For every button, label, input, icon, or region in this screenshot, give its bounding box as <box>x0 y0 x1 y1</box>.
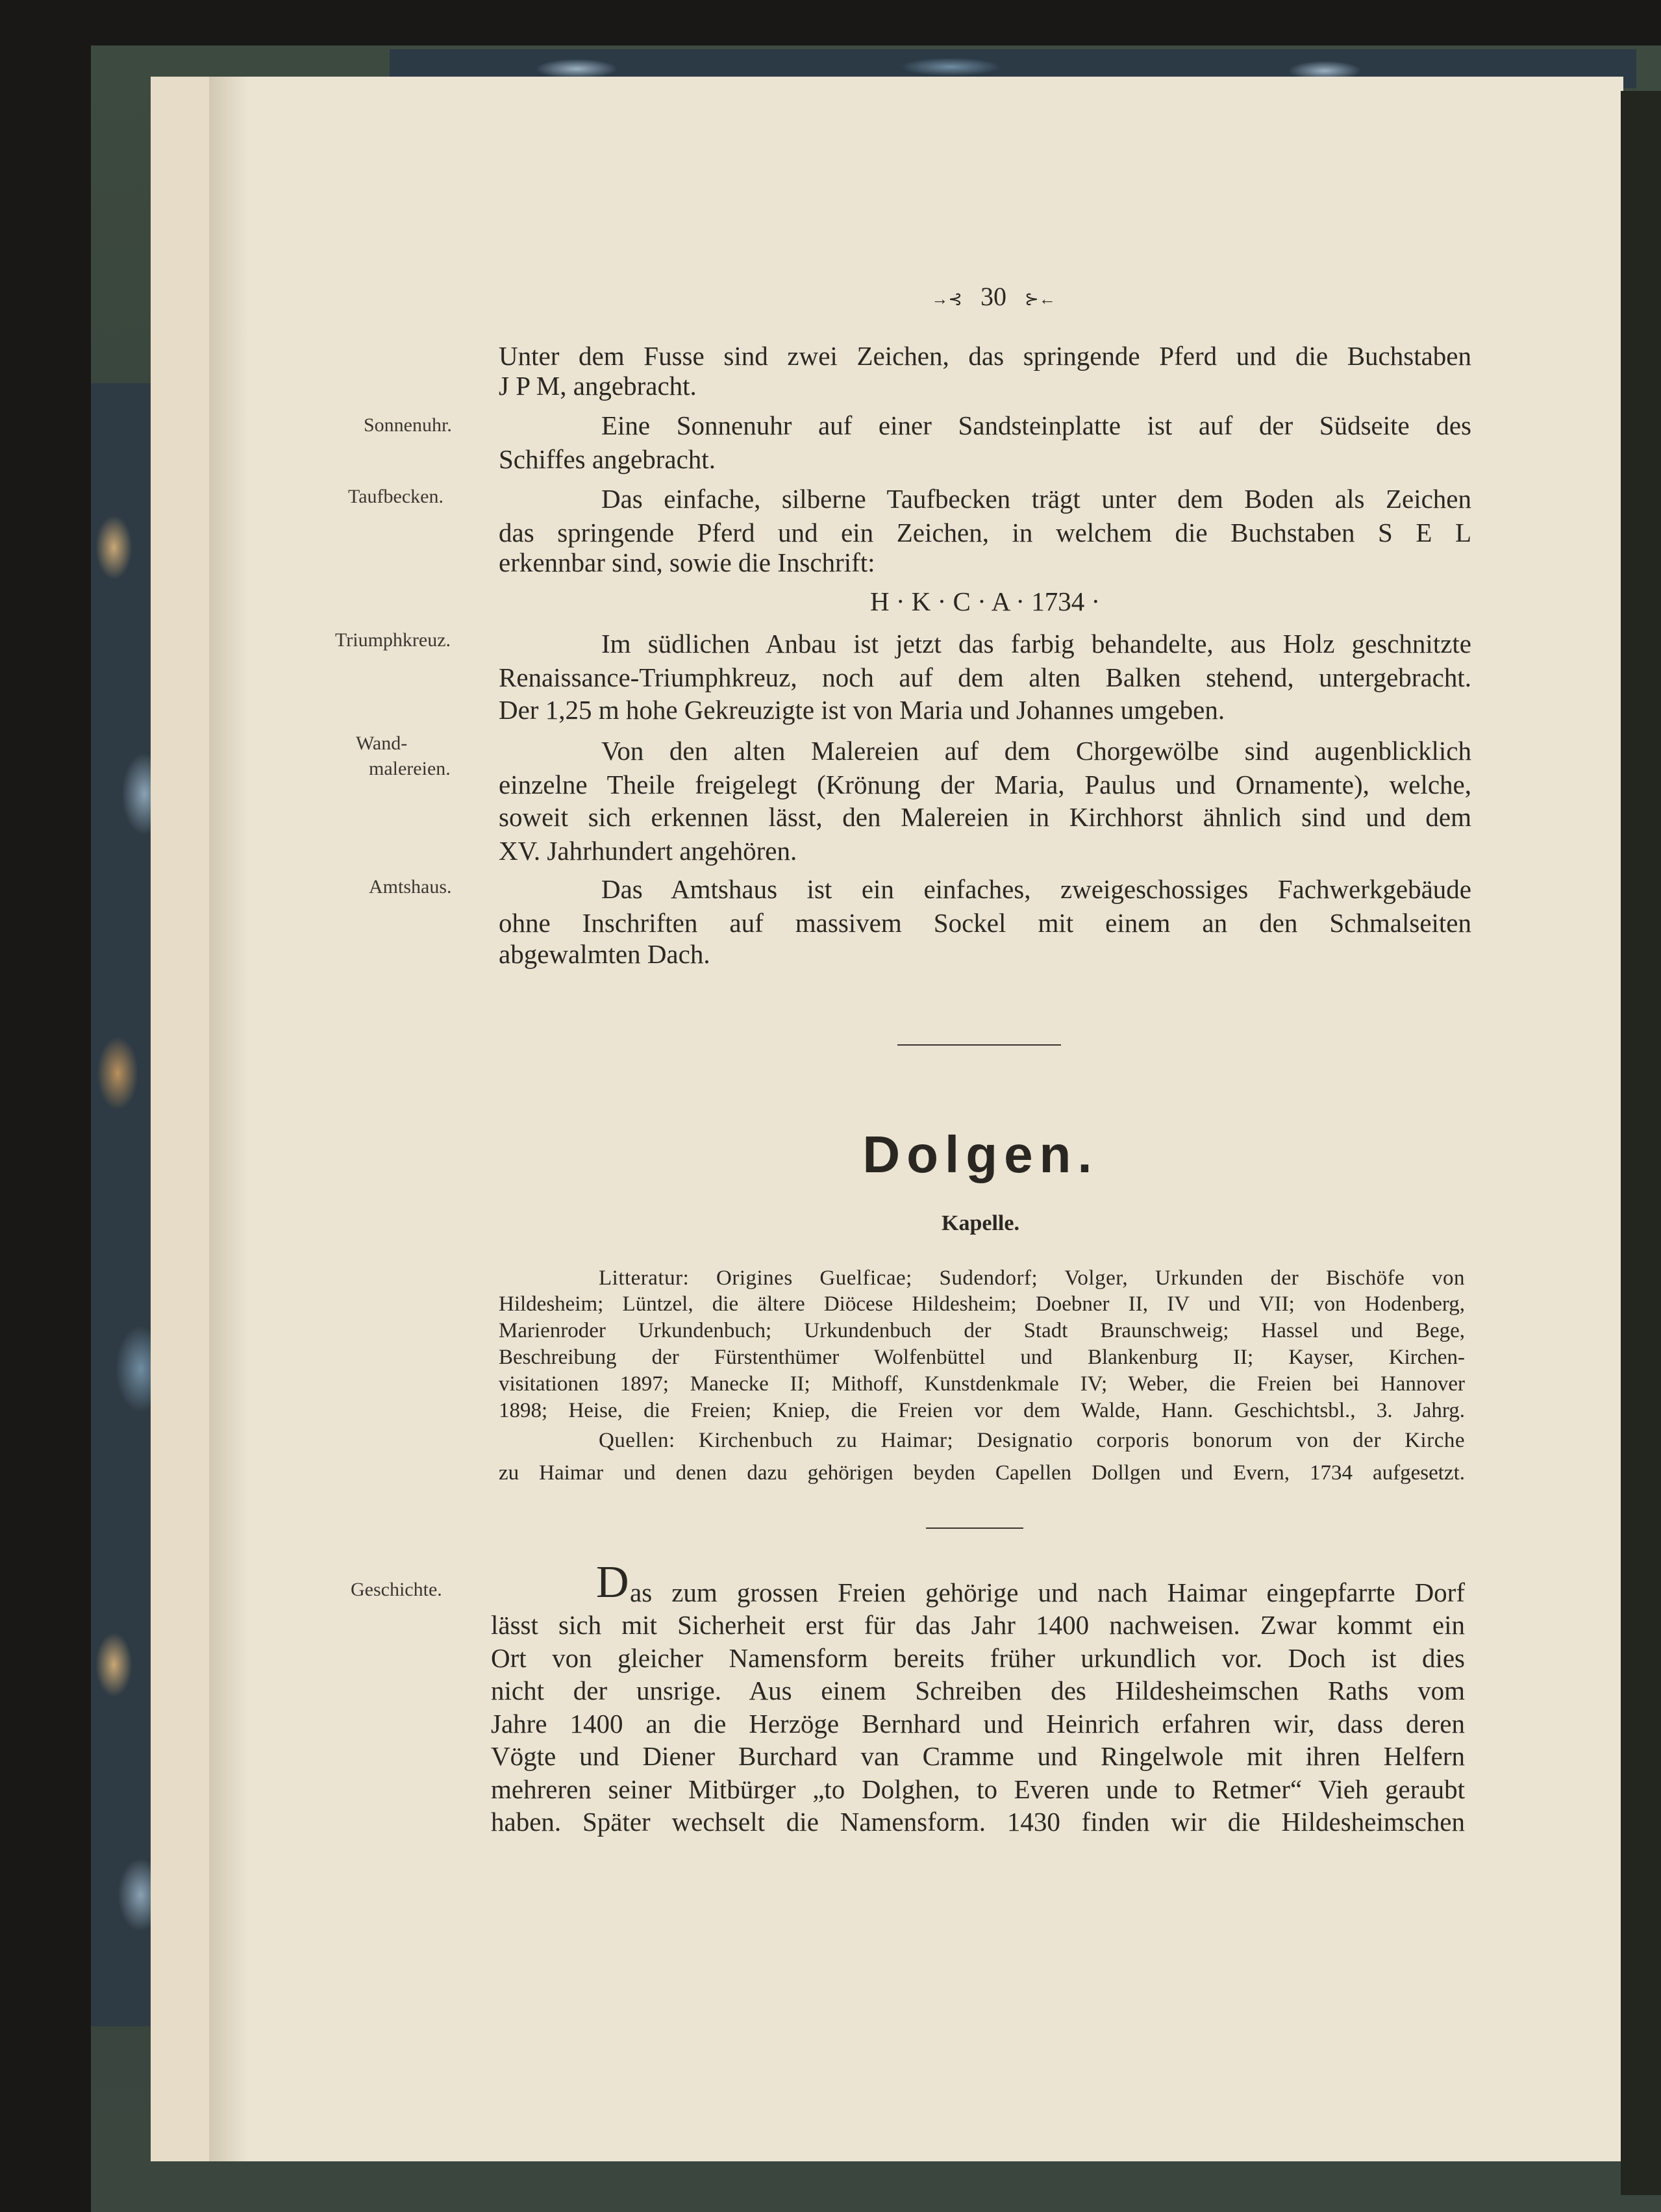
body-line: Von den alten Malereien auf dem Chorgewölbe sind augenblicklich <box>601 736 1471 766</box>
literature-line: Hildesheim; Lüntzel, die ältere Diöcese Hildesheim; Doebner II, IV und VII; von Hodenberg, <box>499 1292 1465 1316</box>
cover-edge <box>1621 91 1661 2195</box>
literature-line: Litteratur: Origines Guelficae; Sudendorf; Volger, Urkunden der Bischöfe von <box>599 1266 1465 1290</box>
body-line: soweit sich erkennen lässt, den Malereien in Kirchhorst ähnlich sind und dem <box>499 802 1471 832</box>
margin-note-sonnenuhr: Sonnenuhr. <box>364 414 452 436</box>
margin-note-triumphkreuz: Triumphkreuz. <box>335 629 451 651</box>
body-line: Jahre 1400 an die Herzöge Bernhard und Heinrich erfahren wir, dass deren <box>491 1709 1465 1739</box>
body-line: erkennbar sind, sowie die Inschrift: <box>499 547 875 577</box>
gutter-shadow <box>209 77 248 2161</box>
sources-line: zu Haimar und denen dazu gehörigen beyden Capellen Dollgen und Evern, 1734 aufgesetzt. <box>499 1461 1465 1485</box>
body-line: J P M, angebracht. <box>499 371 697 401</box>
body-line: Schiffes angebracht. <box>499 444 716 474</box>
literature-line: 1898; Heise, die Freien; Kniep, die Freien vor dem Walde, Hann. Geschichtsbl., 3. Jahrg. <box>499 1399 1465 1422</box>
margin-note-taufbecken: Taufbecken. <box>348 486 443 507</box>
body-line: Das Amtshaus ist ein einfaches, zweigeschossiges Fachwerkgebäude <box>601 874 1471 904</box>
section-divider <box>926 1527 1023 1529</box>
body-line: das springende Pferd und ein Zeichen, in welchem die Buchstaben S E L <box>499 518 1471 547</box>
margin-note-amtshaus: Amtshaus. <box>369 876 452 898</box>
drop-initial: D <box>596 1557 629 1607</box>
section-divider <box>897 1044 1061 1046</box>
body-line: Vögte und Diener Burchard van Cramme und Ringelwole mit ihren Helfern <box>491 1741 1465 1771</box>
body-line: haben. Später wechselt die Namensform. 1430 finden wir die Hildesheimschen <box>491 1807 1465 1837</box>
section-title: Dolgen. <box>862 1125 1099 1183</box>
page-number: 30 <box>980 282 1006 311</box>
sources-line: Quellen: Kirchenbuch zu Haimar; Designatio corporis bonorum von der Kirche <box>599 1429 1465 1452</box>
literature-line: Marienroder Urkundenbuch; Urkundenbuch der Stadt Braunschweig; Hassel und Bege, <box>499 1319 1465 1342</box>
book-page <box>209 77 1623 2161</box>
body-line: as zum grossen Freien gehörige und nach Haimar eingepfarrte Dorf <box>630 1577 1465 1607</box>
body-line: Unter dem Fusse sind zwei Zeichen, das springende Pferd und die Buchstaben <box>499 341 1471 371</box>
body-line: Der 1,25 m hohe Gekreuzigte ist von Maria und Johannes umgeben. <box>499 695 1225 725</box>
body-line: mehreren seiner Mitbürger „to Dolghen, to Everen unde to Retmer“ Vieh geraubt <box>491 1774 1465 1804</box>
body-line: Renaissance-Triumphkreuz, noch auf dem alten Balken stehend, untergebracht. <box>499 662 1471 692</box>
body-line: XV. Jahrhundert angehören. <box>499 836 797 866</box>
body-line: abgewalmten Dach. <box>499 939 710 969</box>
inscription: H · K · C · A · 1734 · <box>870 586 1101 616</box>
page-number-row <box>903 279 1084 317</box>
page-ornament-left: →⊰ <box>931 289 962 308</box>
margin-note-wandmalereien: malereien. <box>369 758 451 779</box>
literature-line: Beschreibung der Fürstenthümer Wolfenbüttel und Blankenburg II; Kayser, Kirchen- <box>499 1346 1465 1369</box>
body-line: ohne Inschriften auf massivem Sockel mit einem an den Schmalseiten <box>499 908 1471 938</box>
body-line: lässt sich mit Sicherheit erst für das Jahr 1400 nachweisen. Zwar kommt ein <box>491 1610 1465 1640</box>
page-ornament-right: ⊱← <box>1025 289 1056 308</box>
body-line: Das einfache, silberne Taufbecken trägt unter dem Boden als Zeichen <box>601 484 1471 514</box>
section-subtitle: Kapelle. <box>942 1211 1019 1235</box>
margin-note-wandmalereien: Wand- <box>356 733 408 754</box>
body-line: Im südlichen Anbau ist jetzt das farbig behandelte, aus Holz geschnitzte <box>601 629 1471 659</box>
body-line: nicht der unsrige. Aus einem Schreiben des Hildesheimschen Raths vom <box>491 1676 1465 1705</box>
body-line: Eine Sonnenuhr auf einer Sandsteinplatte ist auf der Südseite des <box>601 410 1471 440</box>
body-line: einzelne Theile freigelegt (Krönung der Maria, Paulus und Ornamente), welche, <box>499 770 1471 799</box>
literature-line: visitationen 1897; Manecke II; Mithoff, Kunstdenkmale IV; Weber, die Freien bei Hannover <box>499 1372 1465 1396</box>
margin-note-geschichte: Geschichte. <box>351 1579 442 1600</box>
body-line: Ort von gleicher Namensform bereits früher urkundlich vor. Doch ist dies <box>491 1643 1465 1673</box>
